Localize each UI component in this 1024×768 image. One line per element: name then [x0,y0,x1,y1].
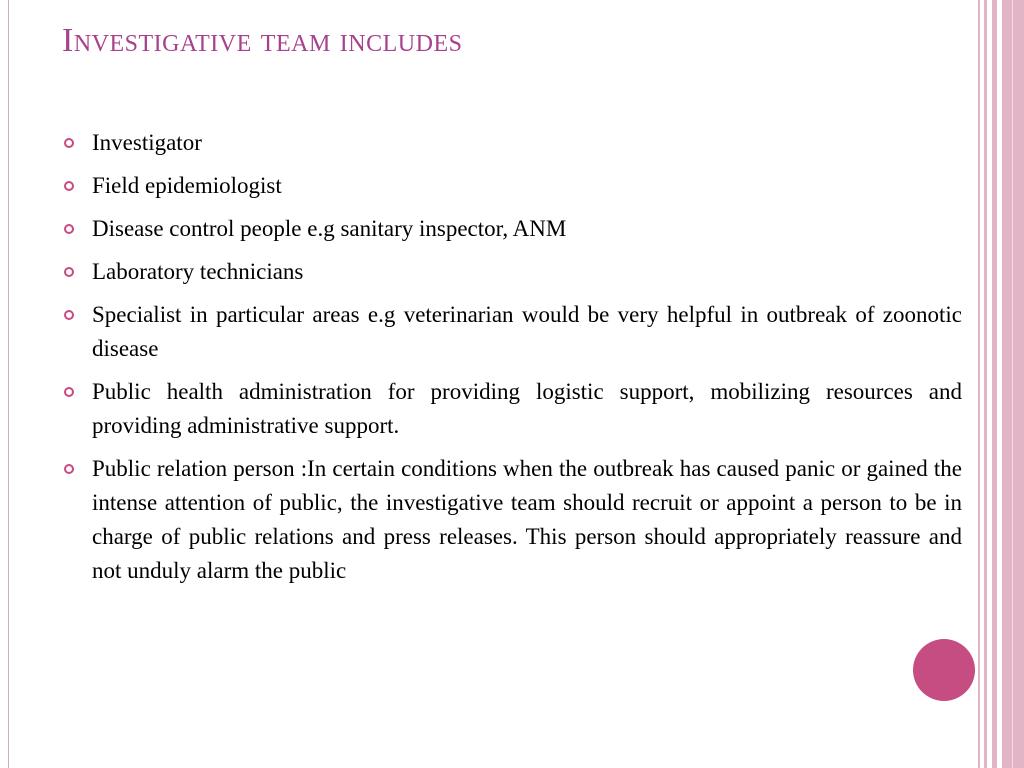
slide-title: Investigative team includes [62,22,463,59]
bullet-circle-icon [64,267,74,277]
bullet-text: Field epidemiologist [92,173,282,198]
decorative-stripe [1012,0,1013,768]
bullet-text: Public health administration for providing logistic support, mobilizing resources and providing administrative support. [92,379,962,438]
bullet-item [64,169,962,203]
bullet-item [64,375,962,443]
bullet-circle-icon [64,310,74,320]
bullet-text: Public relation person :In certain conditions when the outbreak has caused panic or gained the intense attention of public, the investigative team should recruit or appoint a person to be in charge of public relations and press releases. This person should appropriately reassure and not unduly alarm the public [92,456,962,583]
bullet-circle-icon [64,138,74,148]
bullet-circle-icon [64,464,74,474]
bullet-item [64,255,962,289]
bullet-item [64,298,962,366]
bullet-text: Laboratory technicians [92,259,304,284]
decorative-stripe [992,0,997,768]
bullet-circle-icon [64,224,74,234]
bullet-text: Disease control people e.g sanitary inspector, ANM [92,216,567,241]
bullet-list [64,126,962,597]
bullet-text: Investigator [92,130,202,155]
bullet-text: Specialist in particular areas e.g veterinarian would be very helpful in outbreak of zoonotic disease [92,302,962,361]
bullet-circle-icon [64,181,74,191]
decorative-circle [913,639,975,701]
decorative-stripe [984,0,987,768]
bullet-item [64,212,962,246]
bullet-item [64,126,962,160]
decorative-stripe [978,0,980,768]
bullet-item [64,452,962,588]
bullet-circle-icon [64,387,74,397]
decorative-stripe [1002,0,1024,768]
left-border-line [8,0,9,768]
